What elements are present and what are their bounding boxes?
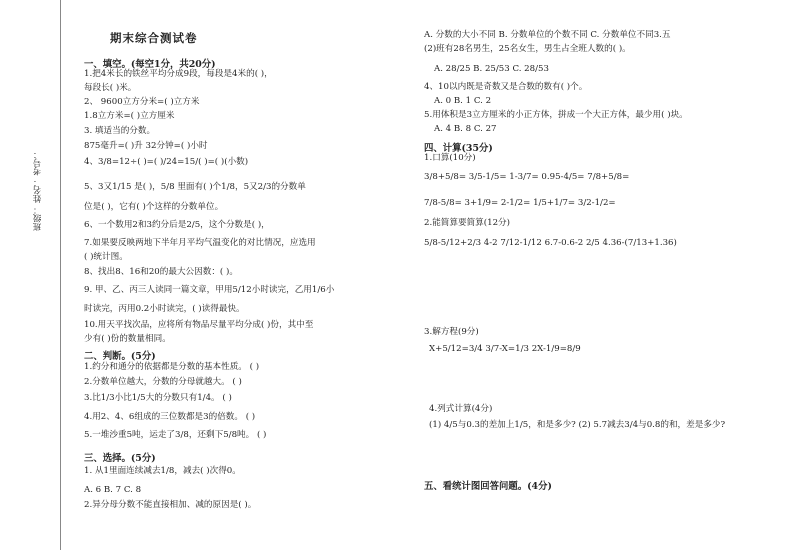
subsection-heading: 1.口算(10分) [424,153,476,163]
question-text: 3. 填适当的分数。 [84,126,156,136]
question-text: 10.用天平找次品，应将所有物品尽量平均分成( )份，其中至 [84,320,314,330]
question-text: 1.把4米长的铁丝平均分成9段，每段是4米的( )， [84,69,273,79]
answer-options: A. 分数的大小不同 B. 分数单位的个数不同 C. 分数单位不同3.五 [424,30,671,40]
question-text: (2)班有28名男生，25名女生，男生占全班人数的( )。 [424,44,631,54]
question-text: 9. 甲、乙、丙三人读同一篇文章，甲用5/12小时读完，乙用1/6小 [84,285,335,295]
question-text: 4、10以内既是奇数又是合数的数有( )个。 [424,82,588,92]
question-text: 5.用体积是3立方厘米的小正方体，拼成一个大正方体，最少用( )块。 [424,110,688,120]
section-2-heading: 二、判断。(5分) [84,351,156,362]
calc-row: 3/8+5/8= 3/5-1/5= 1-3/7= 0.95-4/5= 7/8+5/8= [424,172,630,182]
answer-options: A. 6 B. 7 C. 8 [84,485,142,495]
equation-row: X+5/12=3/4 3/7-X=1/3 2X-1/9=8/9 [429,344,581,354]
question-text: 1.约分和通分的依据都是分数的基本性质。 ( ) [84,362,260,372]
question-text: 2、 9600立方分米=( )立方米 [84,97,200,107]
question-text: 5、3又1/15 是( )，5/8 里面有( )个1/8，5又2/3的分数单 [84,182,306,192]
question-text: 1. 从1里面连续减去1/8，减去( )次得0。 [84,466,241,476]
question-text: 875毫升=( )升 32分钟=( )小时 [84,141,208,151]
binding-margin-line [60,0,61,550]
question-text: ( )统计图。 [84,252,128,262]
question-text: 6、一个数用2和3约分后是2/5，这个分数是( )， [84,220,270,230]
question-text: 时读完，丙用0.2小时读完，( )读得最快。 [84,304,245,314]
section-5-heading: 五、看统计图回答问题。(4分) [424,481,552,492]
question-text: 5.一堆沙重5吨，运走了3/8，还剩下5/8吨。 ( ) [84,430,267,440]
question-text: 4、3/8=12÷( )=( )/24=15/( )=( )(小数) [84,157,249,167]
subsection-heading: 2.能简算要简算(12分) [424,218,510,228]
question-text: 2.异分母分数不能直接相加、减的原因是( )。 [84,500,257,510]
question-text: 3.比1/3小比1/5大的分数只有1/4。 ( ) [84,393,232,403]
answer-options: A. 28/25 B. 25/53 C. 28/53 [434,64,549,74]
question-text: 1.8立方米=( )立方厘米 [84,111,175,121]
question-text: 4.用2、4、6组成的三位数都是3的倍数。 ( ) [84,412,256,422]
subsection-heading: 3.解方程(9分) [424,327,479,337]
question-text: 7.如果要反映两地下半年月平均气温变化的对比情况，应选用 [84,238,316,248]
answer-options: A. 0 B. 1 C. 2 [434,96,492,106]
section-1-heading: 一、填空。(每空1分，共20分) [84,59,216,70]
student-info-field[interactable]: 班级： 姓名： 考号： [32,150,42,231]
question-text: 8、找出8、16和20的最大公因数：( )。 [84,267,238,277]
question-text: 少有( )份的数量相同。 [84,334,171,344]
subsection-heading: 4.列式计算(4分) [429,404,493,414]
section-3-heading: 三、选择。(5分) [84,453,156,464]
section-4-heading: 四、计算(35分) [424,143,493,154]
calc-row: 7/8-5/8= 3+1/9= 2-1/2= 1/5+1/7= 3/2-1/2= [424,198,616,208]
answer-options: A. 4 B. 8 C. 27 [434,124,497,134]
question-text: 每段长( )米。 [84,83,137,93]
word-problem-row: (1) 4/5与0.3的差加上1/5，和是多少? (2) 5.7减去3/4与0.8的和，差是多少? [429,420,726,430]
question-text: 2.分数单位越大，分数的分母就越大。 ( ) [84,377,242,387]
question-text: 位是( )，它有( )个这样的分数单位。 [84,202,224,212]
calc-row: 5/8-5/12+2/3 4-2 7/12-1/12 6.7-0.6-2 2/5 4.36-(7/13+1.36) [424,238,677,248]
exam-title: 期末综合测试卷 [110,31,198,45]
